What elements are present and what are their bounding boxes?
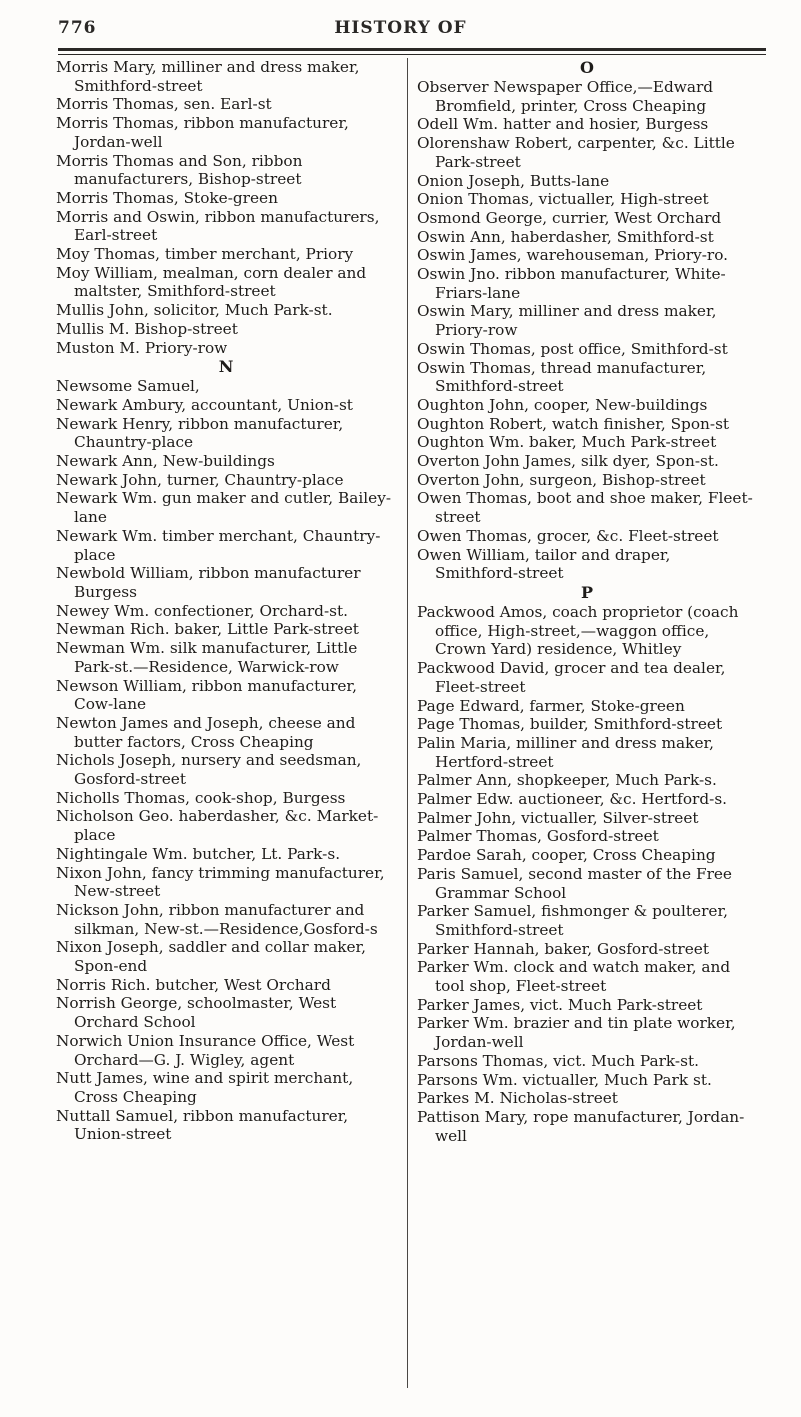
directory-entry: Owen Thomas, grocer, &c. Fleet-street — [417, 526, 719, 545]
directory-entry: Oswin Thomas, post office, Smithford-st — [417, 339, 728, 358]
directory-entry: Palin Maria, milliner and dress maker, Hertford-street — [417, 733, 714, 771]
directory-entry: Overton John, surgeon, Bishop-street — [417, 470, 706, 489]
directory-entry: Packwood Amos, coach proprietor (coach office, High-street,—waggon office, Crown Yard) residence, Whitley — [417, 602, 739, 659]
directory-entry: Palmer John, victualler, Silver-street — [417, 808, 699, 827]
directory-entry: Page Edward, farmer, Stoke-green — [417, 696, 685, 715]
directory-entry: Newsome Samuel, — [56, 377, 200, 396]
directory-entry: Observer Newspaper Office,—Edward Bromfield, printer, Cross Cheaping — [417, 78, 714, 115]
directory-entry: Morris Mary, milliner and dress maker, Smithford-street — [56, 58, 360, 95]
directory-entry: Oughton John, cooper, New-buildings — [417, 395, 708, 414]
header-rule-thin — [58, 54, 766, 55]
directory-entry: Morris Thomas and Son, ribbon manufacturers, Bishop-street — [56, 151, 303, 189]
directory-entry: Newark Henry, ribbon manufacturer, Chauntry-place — [56, 414, 344, 452]
directory-entry: Newark Wm. timber merchant, Chauntry-place — [56, 526, 381, 564]
directory-entry: Oswin James, warehouseman, Priory-ro. — [417, 246, 729, 265]
directory-entry: Newton James and Joseph, cheese and butter factors, Cross Cheaping — [56, 713, 356, 751]
directory-entry: Parsons Thomas, vict. Much Park-st. — [417, 1051, 699, 1070]
directory-entry: Overton John James, silk dyer, Spon-st. — [417, 452, 719, 471]
directory-entry: Odell Wm. hatter and hosier, Burgess — [417, 115, 709, 134]
directory-entry: Mullis M. Bishop-street — [56, 319, 238, 338]
directory-entry: Morris Thomas, Stoke-green — [56, 188, 278, 207]
page-number: 776 — [58, 18, 97, 38]
directory-entry: Owen William, tailor and draper, Smithford-street — [417, 545, 671, 583]
section-letter: N — [218, 357, 234, 377]
directory-entry: Moy Thomas, timber merchant, Priory — [56, 245, 354, 264]
directory-entry: Nixon Joseph, saddler and collar maker, Spon-end — [56, 938, 367, 976]
directory-entry: Nightingale Wm. butcher, Lt. Park-s. — [56, 844, 341, 863]
directory-entry: Nicholls Thomas, cook-shop, Burgess — [56, 788, 346, 807]
directory-entry: Nutt James, wine and spirit merchant, Cross Cheaping — [56, 1069, 354, 1106]
directory-entry: Norwich Union Insurance Office, West Orchard—G. J. Wigley, agent — [56, 1031, 355, 1069]
directory-entry: Oswin Jno. ribbon manufacturer, White-Friars-lane — [417, 265, 726, 302]
directory-entry: Morris and Oswin, ribbon manufacturers, Earl-street — [56, 207, 380, 245]
directory-entry: Mullis John, solicitor, Much Park-st. — [56, 301, 333, 320]
directory-entry: Packwood David, grocer and tea dealer, Fleet-street — [417, 659, 726, 696]
directory-entry: Pattison Mary, rope manufacturer, Jordan-well — [417, 1107, 745, 1145]
section-letter: O — [580, 58, 594, 77]
directory-entry: Pardoe Sarah, cooper, Cross Cheaping — [417, 846, 716, 865]
directory-entry: Moy William, mealman, corn dealer and maltster, Smithford-street — [56, 263, 367, 301]
directory-entry: Parker Wm. brazier and tin plate worker, Jordan-well — [417, 1014, 736, 1052]
directory-entry: Oswin Thomas, thread manufacturer, Smithford-street — [417, 358, 707, 396]
directory-entry: Parker James, vict. Much Park-street — [417, 995, 703, 1014]
left-column — [56, 58, 396, 1144]
right-column — [417, 58, 757, 1145]
directory-entry: Nuttall Samuel, ribbon manufacturer, Union-street — [56, 1106, 349, 1144]
directory-entry: Parker Samuel, fishmonger & poulterer, Smithford-street — [417, 902, 728, 939]
directory-entry: Page Thomas, builder, Smithford-street — [417, 715, 723, 734]
directory-entry: Parkes M. Nicholas-street — [417, 1089, 618, 1108]
directory-entry: Oughton Wm. baker, Much Park-street — [417, 433, 717, 452]
directory-entry: Newark Wm. gun maker and cutler, Bailey-lane — [56, 489, 392, 527]
directory-entry: Morris Thomas, sen. Earl-st — [56, 95, 272, 114]
directory-entry: Nixon John, fancy trimming manufacturer, New-street — [56, 863, 385, 901]
directory-entry: Osmond George, currier, West Orchard — [417, 208, 722, 227]
column-divider — [407, 58, 408, 1388]
directory-entry: Nichols Joseph, nursery and seedsman, Gosford-street — [56, 751, 362, 789]
directory-entry: Newark Ambury, accountant, Union-st — [56, 395, 353, 414]
directory-entry: Owen Thomas, boot and shoe maker, Fleet-street — [417, 489, 753, 527]
directory-entry: Oswin Ann, haberdasher, Smithford-st — [417, 227, 714, 246]
directory-entry: Newson William, ribbon manufacturer, Cow-lane — [56, 676, 357, 714]
directory-entry: Nickson John, ribbon manufacturer and silkman, New-st.—Residence,Gosford-s — [56, 900, 378, 938]
directory-entry: Onion Joseph, Butts-lane — [417, 171, 610, 190]
running-title: HISTORY OF — [334, 18, 467, 38]
directory-entry: Parsons Wm. victualler, Much Park st. — [417, 1070, 712, 1089]
directory-entry: Parker Wm. clock and watch maker, and tool shop, Fleet-street — [417, 958, 731, 996]
directory-entry: Palmer Edw. auctioneer, &c. Hertford-s. — [417, 790, 728, 809]
directory-entry: Newark Ann, New-buildings — [56, 452, 275, 471]
directory-entry: Onion Thomas, victualler, High-street — [417, 190, 709, 209]
directory-entry: Newark John, turner, Chauntry-place — [56, 470, 344, 489]
directory-entry: Morris Thomas, ribbon manufacturer, Jordan-well — [56, 114, 349, 151]
directory-entry: Muston M. Priory-row — [56, 338, 228, 357]
section-letter: P — [580, 582, 594, 602]
directory-entry: Palmer Ann, shopkeeper, Much Park-s. — [417, 771, 717, 790]
directory-entry: Newey Wm. confectioner, Orchard-st. — [56, 601, 348, 620]
directory-entry: Oughton Robert, watch finisher, Spon-st — [417, 414, 730, 433]
directory-entry: Oswin Mary, milliner and dress maker, Priory-row — [417, 302, 717, 340]
directory-entry: Parker Hannah, baker, Gosford-street — [417, 939, 709, 958]
directory-entry: Olorenshaw Robert, carpenter, &c. Little Park-street — [417, 134, 735, 171]
directory-entry: Norrish George, schoolmaster, West Orchard School — [56, 994, 337, 1032]
header-rule-thick — [58, 48, 766, 51]
directory-entry: Newbold William, ribbon manufacturer Burgess — [56, 564, 361, 601]
directory-entry: Paris Samuel, second master of the Free Grammar School — [417, 864, 732, 902]
directory-entry: Norris Rich. butcher, West Orchard — [56, 975, 331, 994]
directory-entry: Newman Rich. baker, Little Park-street — [56, 620, 359, 639]
directory-entry: Newman Wm. silk manufacturer, Little Park-st.—Residence, Warwick-row — [56, 639, 358, 676]
directory-entry: Palmer Thomas, Gosford-street — [417, 827, 659, 846]
directory-entry: Nicholson Geo. haberdasher, &c. Market-place — [56, 807, 379, 845]
